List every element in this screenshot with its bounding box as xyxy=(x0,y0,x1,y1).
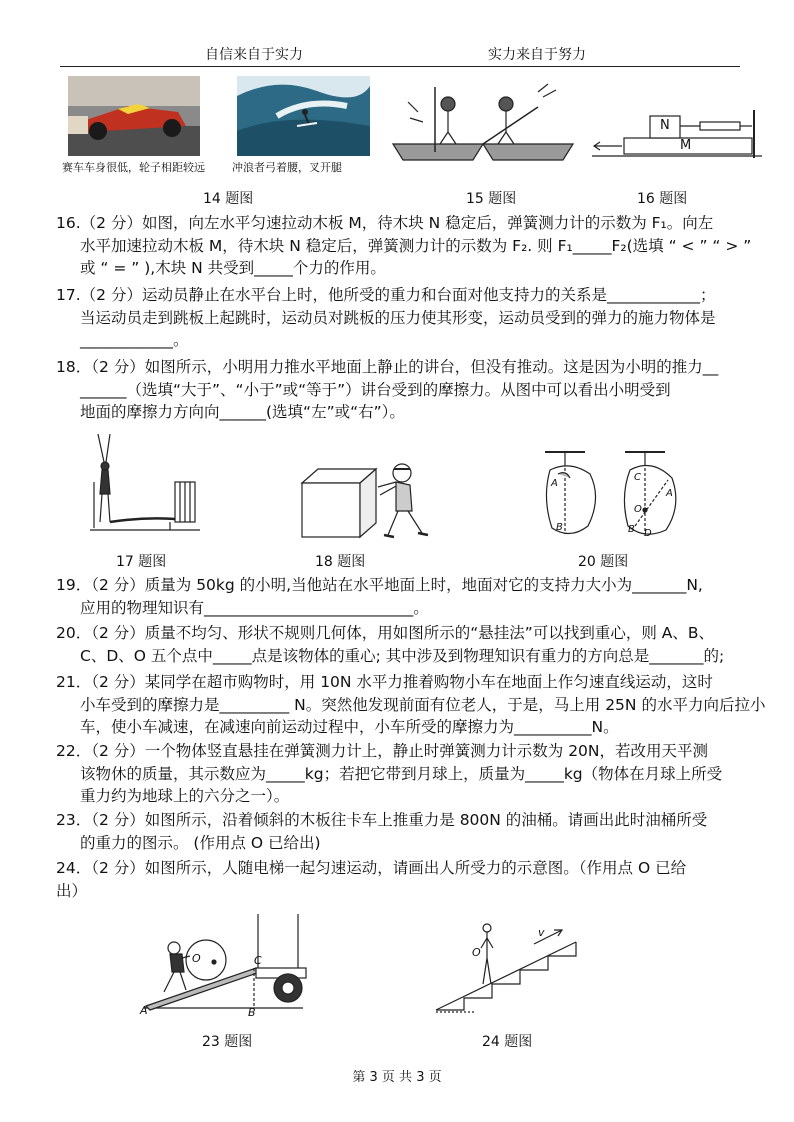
question-23-line-2: 的重力的图示。 (作用点 O 已给出) xyxy=(80,833,321,852)
question-24 xyxy=(56,857,746,902)
question-17-line-2: 当运动员走到跳板上起跳时，运动员对跳板的压力使其形变，运动员受到的弹力的施力物体是 xyxy=(80,308,716,327)
question-20 xyxy=(56,622,746,667)
figure-15-caption: 15 题图 xyxy=(466,191,517,207)
question-19-line-2: 应用的物理知识有___________________________。 xyxy=(80,598,429,617)
figure-17-caption: 17 题图 xyxy=(116,554,167,570)
f20-left-label-b: B xyxy=(556,522,563,533)
f20-right-label-b: B xyxy=(628,524,635,535)
question-20-line-2: C、D、O 五个点中_____点是该物体的重心; 其中涉及到物理知识有重力的方向总是_______的; xyxy=(80,646,725,665)
figure-14-caption: 14 题图 xyxy=(203,191,254,207)
question-21 xyxy=(56,671,766,739)
figure-23-caption: 23 题图 xyxy=(202,1034,253,1050)
block-n-label: N xyxy=(660,118,670,133)
header-right: 实力来自于努力 xyxy=(488,47,586,63)
spring-board-figure xyxy=(592,108,762,164)
f24-label-o: O xyxy=(472,946,481,959)
figure-18-caption: 18 题图 xyxy=(315,554,366,570)
oil-barrel-ramp-figure xyxy=(138,912,318,1022)
question-22-line-3: 重力约为地球上的六分之一）。 xyxy=(80,787,290,805)
question-18-line-3: 地面的摩擦力方向向______(选填“左”或“右”）。 xyxy=(80,403,405,421)
question-21-line-1: 21．（2 分）某同学在超市购物时，用 10N 水平力推着购物小车在地面上作匀速直线运动，这时 xyxy=(56,673,713,691)
question-18 xyxy=(56,356,746,424)
f20-right-label-a: A xyxy=(666,488,673,499)
page-footer: 第 3 页 共 3 页 xyxy=(352,1070,442,1085)
question-16 xyxy=(56,212,752,280)
question-22 xyxy=(56,740,746,808)
f20-right-label-c: C xyxy=(634,472,641,483)
question-18-line-2: ______（选填“大于”、“小于”或“等于”）讲台受到的摩擦力。从图中可以看出小明受到 xyxy=(80,380,671,399)
pushing-podium-figure xyxy=(298,455,443,543)
question-17-line-3: ____________。 xyxy=(80,331,189,349)
question-23-line-1: 23．（2 分）如图所示，沿着倾斜的木板往卡车上推重力是 800N 的油桶。请画出此时油桶所受 xyxy=(56,811,708,829)
header-divider xyxy=(60,66,740,67)
question-21-line-3: 车，使小车减速，在减速向前运动过程中，小车所受的摩擦力为__________N。 xyxy=(80,718,619,736)
question-22-line-2: 该物休的质量，其示数应为_____kg；若把它带到月球上，质量为_____kg（物体在月球上所受 xyxy=(80,764,723,783)
boat-figure xyxy=(388,82,578,167)
board-m-label: M xyxy=(680,138,692,153)
question-21-line-2: 小车受到的摩擦力是_________ N。突然他发现前面有位老人，于是，马上用 25N 的水平力向后拉小 xyxy=(80,695,766,714)
f23-label-o: O xyxy=(192,952,201,965)
diver-figure xyxy=(90,432,200,532)
question-19-line-1: 19．（2 分）质量为 50kg 的小明,当他站在水平地面上时，地面对它的支持力大小为_______N, xyxy=(56,576,703,594)
hanging-object-figure xyxy=(540,448,710,540)
question-24-line-1: 24．（2 分）如图所示，人随电梯一起匀速运动，请画出人所受力的示意图。（作用点 O 已给 xyxy=(56,859,687,877)
question-16-line-3: 或 “ = ” ),木块 N 共受到_____个力的作用。 xyxy=(80,259,386,277)
f20-left-label-a: A xyxy=(551,478,558,489)
race-car-caption: 赛车车身很低，轮子相距较远 xyxy=(62,161,205,174)
f23-label-b: B xyxy=(248,1006,256,1019)
question-16-line-2: 水平加速拉动木板 M，待木块 N 稳定后，弹簧测力计的示数为 F₂. 则 F₁_____F₂(选填 “ < ” “ > ” xyxy=(80,236,752,255)
question-18-line-1: 18．（2 分）如图所示，小明用力推水平地面上静止的讲台，但没有推动。这是因为小明的推力__ xyxy=(56,358,719,376)
figure-20-caption: 20 题图 xyxy=(578,554,629,570)
question-22-line-1: 22．（2 分）一个物体竖直悬挂在弹簧测力计上，静止时弹簧测力计示数为 20N，若改用天平测 xyxy=(56,742,709,760)
f23-label-a: A xyxy=(140,1004,148,1017)
question-17-line-1: 17.（2 分）运动员静止在水平台上时，他所受的重力和台面对他支持力的关系是____________； xyxy=(56,286,716,304)
figure-24-caption: 24 题图 xyxy=(482,1034,533,1050)
surfer-photo xyxy=(237,76,370,156)
f20-right-label-d: D xyxy=(644,528,652,539)
question-17 xyxy=(56,284,746,352)
figure-16-caption: 16 题图 xyxy=(637,191,688,207)
surfer-caption: 冲浪者弓着腰，叉开腿 xyxy=(232,161,342,174)
question-20-line-1: 20．（2 分）质量不均匀、形状不规则几何体，用如图所示的“悬挂法”可以找到重心，则 A、B、 xyxy=(56,624,714,642)
f23-label-c: C xyxy=(254,954,262,967)
race-car-photo xyxy=(68,76,200,156)
question-24-line-2: 出） xyxy=(56,881,88,900)
header-left: 自信来自于实力 xyxy=(205,47,303,63)
escalator-figure xyxy=(434,918,594,1018)
f20-right-label-o: O xyxy=(634,504,642,515)
question-16-line-1: 16.（2 分）如图，向左水平匀速拉动木板 M，待木块 N 稳定后，弹簧测力计的示数为 F₁。向左 xyxy=(56,214,714,232)
question-19 xyxy=(56,574,746,619)
question-23 xyxy=(56,809,746,854)
f24-label-v: v xyxy=(538,926,545,939)
